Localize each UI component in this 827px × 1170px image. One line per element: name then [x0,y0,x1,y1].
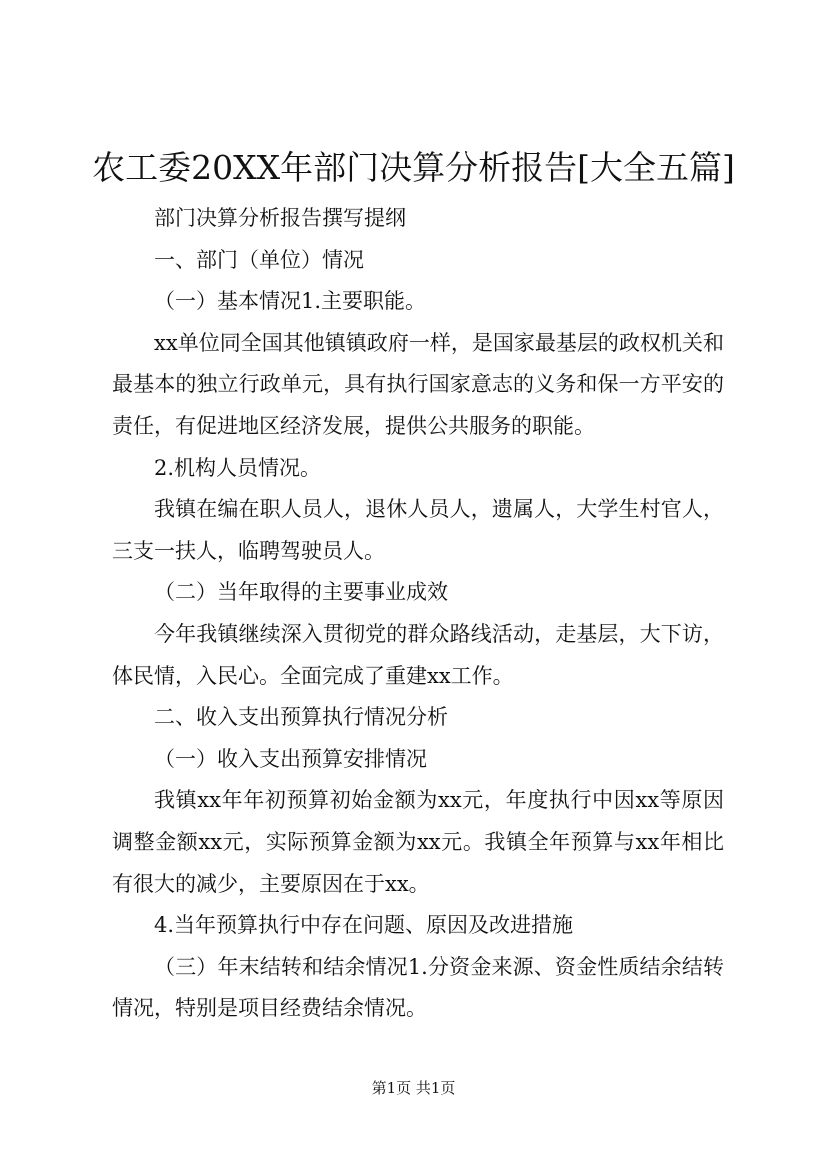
document-title: 农工委20XX年部门决算分析报告[大全五篇] [92,148,735,187]
page-number-footer: 第1页 共1页 [371,1079,456,1097]
document-body [112,198,724,1030]
paragraph-carryover-details: （三）年末结转和结余情况1.分资金来源、资金性质结余结转情况，特别是项目经费结余情况。 [112,954,724,1021]
paragraph-section-2-heading: 二、收入支出预算执行情况分析 [154,705,448,730]
paragraph-staffing-details: 我镇在编在职人员人，退休人员人，遗属人，大学生村官人，三支一扶人，临聘驾驶员人。 [112,497,724,563]
paragraph-basic-info-heading: （一）基本情况1.主要职能。 [154,289,427,314]
paragraph-section-1-heading: 一、部门（单位）情况 [154,247,364,272]
paragraph-achievements-details: 今年我镇继续深入贯彻党的群众路线活动，走基层，大下访，体民情，入民心。全面完成了重建xx工作。 [112,621,724,688]
paragraph-main-functions: xx单位同全国其他镇镇政府一样，是国家最基层的政权机关和最基本的独立行政单元，具有执行国家意志的义务和保一方平安的责任，有促进地区经济发展，提供公共服务的职能。 [112,330,724,438]
paragraph-budget-details: 我镇xx年年初预算初始金额为xx元，年度执行中因xx等原因调整金额xx元，实际预算金额为xx元。我镇全年预算与xx年相比有很大的减少，主要原因在于xx。 [112,788,724,896]
paragraph-achievements-heading: （二）当年取得的主要事业成效 [154,580,448,605]
paragraph-staffing-heading: 2.机构人员情况。 [154,455,322,480]
paragraph-problems-heading: 4.当年预算执行中存在问题、原因及改进措施 [154,913,574,938]
paragraph-budget-arrangement-heading: （一）收入支出预算安排情况 [154,746,427,771]
paragraph-outline-heading: 部门决算分析报告撰写提纲 [154,206,406,230]
